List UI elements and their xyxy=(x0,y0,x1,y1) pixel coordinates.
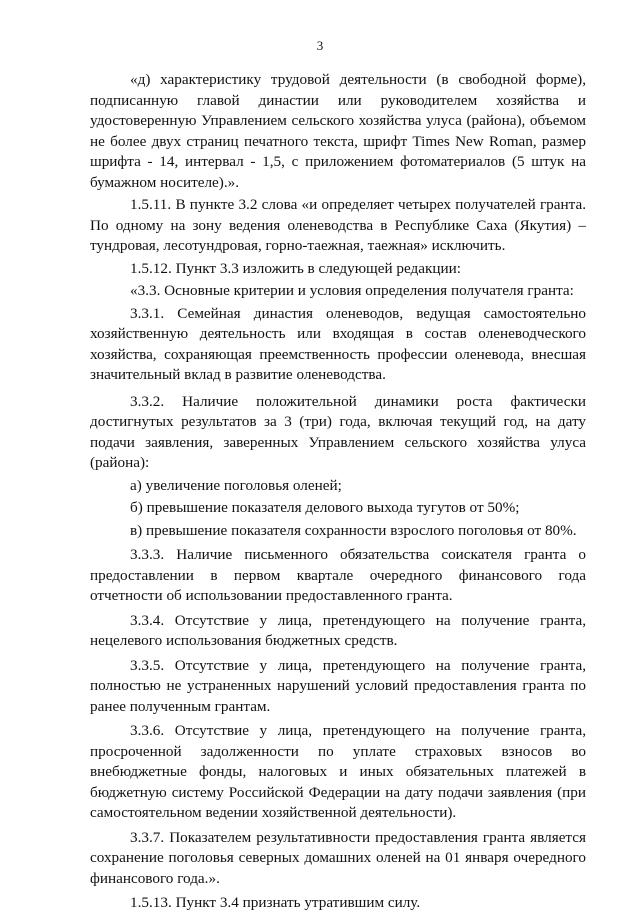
list-item-a: а) увеличение поголовья оленей; xyxy=(130,476,342,494)
list-item-v: в) превышение показателя сохранности взрослого поголовья от 80%. xyxy=(130,521,577,539)
paragraph-1-5-11: 1.5.11. В пункте 3.2 слова «и определяет четырех получателей гранта. По одному на зону ведения оленеводства в Республике Саха (Якутия) – тундровая, лесотундровая, горно-таежная, таежная» исключить. xyxy=(90,196,586,254)
paragraph-3-3-7: 3.3.7. Показателем результативности предоставления гранта является сохранение поголовья северных домашних оленей на 01 января очередного финансового года.». xyxy=(90,828,586,887)
paragraph-item-d: «д) характеристику трудовой деятельности (в свободной форме), подписанную главой династии или руководителем хозяйства и удостоверенную Управлением сельского хозяйства улуса (района), объемом не более двух страниц печатного текста, шрифт Times New Roman, размер шрифта - 14, интервал - 1,5, с приложением фотоматериалов (5 штук на бумажном носителе).». xyxy=(90,71,586,191)
paragraph-3-3-1: 3.3.1. Семейная династия оленеводов, ведущая самостоятельно хозяйственную деятельность или входящая в состав оленеводческого хозяйства, сохраняющая преемственность профессии оленевода, внесшая значительный вклад в развитие оленеводства. xyxy=(90,304,586,383)
paragraph-3-3-2: 3.3.2. Наличие положительной динамики роста фактически достигнутых результатов за 3 (три) года, включая текущий год, на дату подачи заявления, заверенных Управлением сельского хозяйства улуса (района): xyxy=(90,392,586,471)
paragraph-3-3-5: 3.3.5. Отсутствие у лица, претендующего на получение гранта, полностью не устраненных нарушений условий предоставления гранта по ранее полученным грантам. xyxy=(90,656,586,715)
paragraph-3-3-3: 3.3.3. Наличие письменного обязательства соискателя гранта о предоставлении в первом квартале очередного финансового года отчетности об использовании предоставленного гранта. xyxy=(90,546,586,604)
document-body xyxy=(90,70,586,914)
paragraph-3-3-4: 3.3.4. Отсутствие у лица, претендующего на получение гранта, нецелевого использования бюджетных средств. xyxy=(90,611,586,649)
list-item-b: б) превышение показателя делового выхода тугутов от 50%; xyxy=(130,499,520,516)
paragraph-3-3-heading: «3.3. Основные критерии и условия определения получателя гранта: xyxy=(130,282,574,299)
paragraph-1-5-13: 1.5.13. Пункт 3.4 признать утратившим силу. xyxy=(130,894,421,911)
paragraph-3-3-6: 3.3.6. Отсутствие у лица, претендующего на получение гранта, просроченной задолженности по уплате страховых взносов во внебюджетные фонды, налоговых и иных обязательных платежей в бюджетную систему Российской Федерации на дату подачи заявления (при самостоятельном ведении хозяйственной деятельности). xyxy=(90,722,586,821)
paragraph-1-5-12: 1.5.12. Пункт 3.3 изложить в следующей редакции: xyxy=(130,259,461,277)
page-number: 3 xyxy=(316,38,324,53)
